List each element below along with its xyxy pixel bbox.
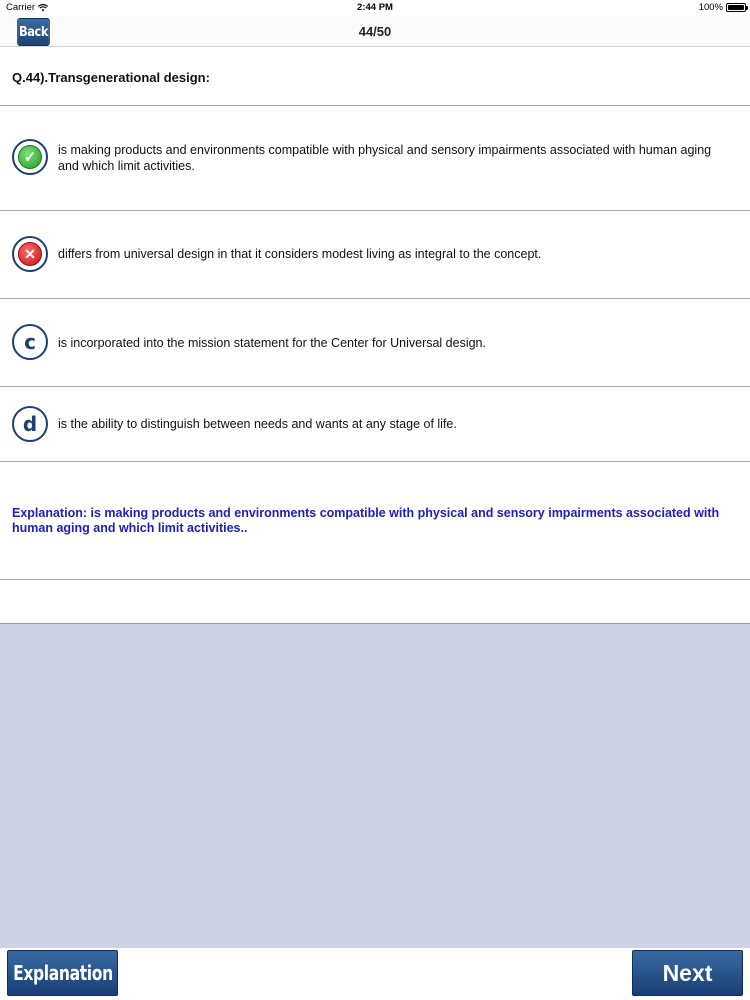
check-icon: ✓ xyxy=(18,145,42,169)
battery-icon xyxy=(726,3,746,12)
option-d-marker xyxy=(12,406,48,442)
option-b-text: differs from universal design in that it considers modest living as integral to the concept. xyxy=(58,247,542,261)
option-d-text: is the ability to distinguish between needs and wants at any stage of life. xyxy=(58,417,457,431)
status-bar xyxy=(0,0,750,16)
explanation-button[interactable] xyxy=(7,950,118,996)
option-a-marker xyxy=(12,139,48,175)
option-b-marker xyxy=(12,236,48,272)
option-d[interactable] xyxy=(0,387,750,461)
option-d-letter: d xyxy=(22,412,38,436)
option-b[interactable] xyxy=(0,211,750,298)
nav-bar xyxy=(0,16,750,47)
option-c[interactable] xyxy=(0,299,750,386)
option-c-text: is incorporated into the mission statement for the Center for Universal design. xyxy=(58,336,486,350)
cross-icon: ✕ xyxy=(18,242,42,266)
back-button[interactable]: Back xyxy=(17,18,50,46)
battery-percent: 100% xyxy=(698,2,723,13)
explanation-text: Explanation: is making products and environments compatible with physical and sensory impairments associated with human aging and which limit activities.. xyxy=(12,506,720,535)
next-button[interactable]: Next xyxy=(632,950,743,996)
content-panel xyxy=(0,623,750,948)
carrier-label: Carrier xyxy=(6,2,36,13)
question-progress: 44/50 xyxy=(358,24,392,39)
clock: 2:44 PM xyxy=(357,2,393,13)
divider xyxy=(0,579,750,580)
divider xyxy=(0,461,750,462)
option-a[interactable] xyxy=(0,106,750,210)
battery-indicator xyxy=(699,2,746,13)
option-a-text: is making products and environments compatible with physical and sensory impairments associated with human aging and which limit activities. xyxy=(58,143,712,173)
option-c-letter: c xyxy=(24,330,36,354)
explanation-button-label: Explanation xyxy=(12,961,113,985)
option-c-marker xyxy=(12,324,48,360)
question-title: Q.44).Transgenerational design: xyxy=(12,70,210,85)
